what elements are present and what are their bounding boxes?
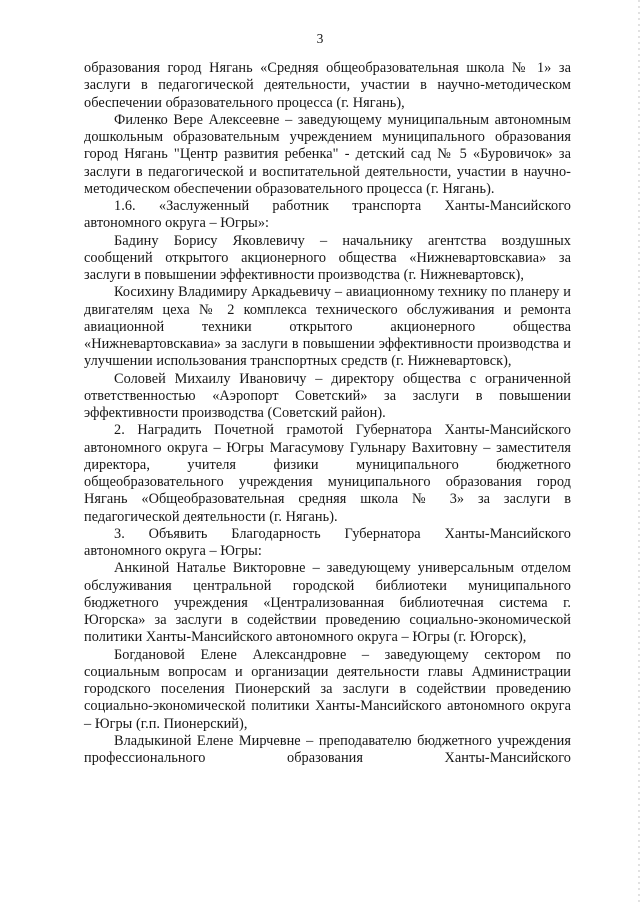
paragraph-bogdanova: Богдановой Елене Александровне – заведующему сектором по социальным вопросам и организации деятельности главы Администрации городского поселения Пионерский за заслуги в содействии проведению социально-экономической политики Ханты-Мансийского автономного округа – Югры (г.п. Пионерский), [84, 646, 571, 732]
paragraph-section-1-6: 1.6. «Заслуженный работник транспорта Ханты-Мансийского автономного округа – Югры»: [84, 198, 571, 232]
paragraph-badin: Бадину Борису Яковлевичу – начальнику агентства воздушных сообщений открытого акционерного общества «Нижневартовскавиа» за заслуги в повышении эффективности производства (г. Нижневартовск), [84, 232, 571, 283]
paragraph-item-3: 3. Объявить Благодарность Губернатора Ханты-Мансийского автономного округа – Югры: [84, 525, 571, 559]
paragraph-continuation: образования город Нягань «Средняя общеобразовательная школа № 1» за заслуги в педагогической деятельности, участии в научно-методическом обеспечении образовательного процесса (г. Нягань), [84, 60, 571, 111]
page-number: 3 [316, 31, 324, 46]
paragraph-kosikhin: Косихину Владимиру Аркадьевичу – авиационному технику по планеру и двигателям цеха № 2 комплекса технического обслуживания и ремонта авиационной техники открытого акционерного общества «Нижневартовскавиа» за заслуги в повышении эффективности производства и улучшении использования транспортных средств (г. Нижневартовск), [84, 284, 571, 370]
paragraph-solovey: Соловей Михаилу Ивановичу – директору общества с ограниченной ответственностью «Аэропорт Советский» за заслуги в повышении эффективности производства (Советский район). [84, 370, 571, 421]
paragraph-vladykina: Владыкиной Елене Мирчевне – преподавателю бюджетного учреждения профессионального образования Ханты-Мансийского [84, 732, 571, 766]
document-body [84, 60, 571, 767]
paragraph-item-2: 2. Наградить Почетной грамотой Губернатора Ханты-Мансийского автономного округа – Югры Магасумову Гульнару Вахитовну – заместителя директора, учителя физики муниципального бюджетного общеобразовательного учреждения муниципального образования город Нягань «Общеобразовательная средняя школа № 3» за заслуги в педагогической деятельности (г. Нягань). [84, 422, 571, 525]
paragraph-filenko: Филенко Вере Алексеевне – заведующему муниципальным автономным дошкольным образовательным учреждением муниципального образования город Нягань "Центр развития ребенка" - детский сад № 5 «Буровичок» за заслуги в педагогической и воспитательной деятельности, участии в научно-методическом обеспечении образовательного процесса (г. Нягань). [84, 111, 571, 197]
paragraph-ankina: Анкиной Наталье Викторовне – заведующему универсальным отделом обслуживания центральной городской библиотеки муниципального бюджетного учреждения «Централизованная библиотечная система г. Югорска» за заслуги в содействии проведению социально-экономической политики Ханты-Мансийского автономного округа – Югры (г. Югорск), [84, 560, 571, 646]
